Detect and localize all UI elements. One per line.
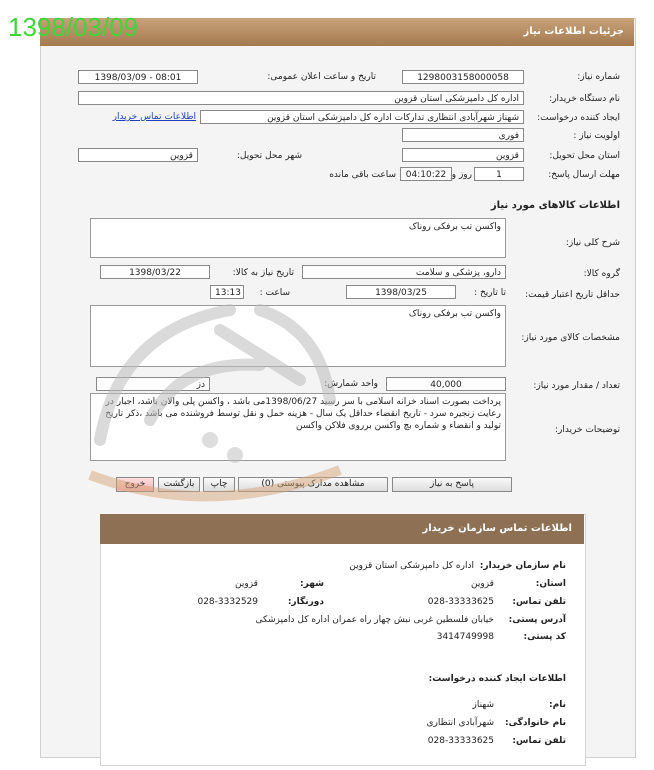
creator-family-label: نام خانوادگی: — [504, 718, 566, 728]
date-stamp: 1398/03/09 — [8, 12, 139, 42]
contact-postal-label: کد پستی: — [523, 632, 566, 642]
delivery-province-field: قزوین — [402, 148, 524, 162]
quantity-label: تعداد / مقدار مورد نیاز: — [533, 381, 620, 391]
contact-card-header — [100, 514, 584, 544]
creator-field: شهناز شهرآبادی انتظاری تدارکات اداره کل دامپزشکی استان قزوین — [200, 110, 524, 124]
deadline-remaining-label: ساعت باقی مانده — [329, 170, 396, 180]
exit-button[interactable]: خروج — [116, 477, 154, 492]
buyer-notes-textarea: پرداخت بصورت اسناد خزانه اسلامی با سر رسید 1398/06/27می باشد ، واکسن پلی والان باشد، اجبار در رعایت زنجیره سرد - تاریخ انقضاء حداقل یک سال - هزینه حمل و نقل توسط فروشنده می باشد ،ذکر تاریخ تولید و انقضاء و شماره بچ واکسن برروی فلاکن واکسن — [90, 393, 506, 461]
goods-group-field: دارو، پزشکی و سلامت — [302, 265, 506, 279]
buyer-notes-label: توضیحات خریدار: — [554, 425, 620, 435]
creator-phone-value: 028-33333625 — [427, 736, 494, 746]
priority-field: فوری — [402, 128, 524, 142]
price-time-label: ساعت : — [259, 288, 290, 298]
unit-field: دز — [96, 377, 210, 391]
buyer-org-label: نام دستگاه خریدار: — [549, 94, 620, 104]
contact-org-value: اداره کل دامپزشکی استان قزوین — [349, 561, 474, 571]
goods-section-title: اطلاعات کالاهای مورد نیاز — [490, 200, 620, 211]
contact-fax-value: 028-3332529 — [197, 597, 258, 607]
general-desc-label: شرح کلی نیاز: — [565, 238, 620, 248]
priority-label: اولویت نیاز : — [573, 131, 620, 141]
general-desc-textarea: واکسن تب برفکی روناک — [90, 218, 506, 258]
need-date-label: تاریخ نیاز به کالا: — [232, 268, 294, 278]
quantity-field: 40,000 — [386, 377, 506, 391]
contact-city-label: شهر: — [300, 579, 324, 589]
buyer-contact-link[interactable]: اطلاعات تماس خریدار — [112, 112, 196, 122]
announce-field: 1398/03/09 - 08:01 — [78, 70, 198, 84]
contact-address-value: خیابان فلسطین غربی نبش چهار راه عمران اداره کل دامپزشکی — [255, 615, 494, 625]
buyer-org-field: اداره کل دامپزشکی استان قزوین — [78, 91, 524, 105]
creator-phone-label: تلفن تماس: — [512, 736, 566, 746]
creator-label: ایجاد کننده درخواست: — [537, 113, 620, 123]
deadline-time-field: 04:10:22 — [400, 167, 452, 181]
specs-label: مشخصات کالای مورد نیاز: — [521, 333, 620, 343]
price-to-date-label: تا تاریخ : — [474, 288, 506, 298]
creator-name-label: نام: — [549, 700, 566, 710]
contact-fax-label: دورنگار: — [287, 597, 324, 607]
contact-org-label: نام سازمان خریدار: — [479, 561, 566, 571]
creator-name-value: شهناز — [472, 700, 494, 710]
contact-card — [100, 514, 586, 766]
reply-button[interactable]: پاسخ به نیاز — [392, 477, 512, 492]
announce-label: تاریخ و ساعت اعلان عمومی: — [267, 72, 376, 82]
deadline-label: مهلت ارسال پاسخ: — [548, 170, 620, 180]
contact-province-label: استان: — [535, 579, 566, 589]
contact-phone-label: تلفن تماس: — [512, 597, 566, 607]
deadline-days-field: 1 — [474, 167, 524, 181]
price-validity-label: حداقل تاریخ اعتبار قیمت: — [525, 290, 620, 300]
delivery-province-label: استان محل تحویل: — [549, 151, 620, 161]
contact-postal-value: 3414749998 — [436, 632, 494, 642]
need-number-label: شماره نیاز: — [577, 72, 620, 82]
unit-label: واحد شمارش: — [324, 379, 378, 389]
print-button[interactable]: چاپ — [203, 477, 235, 492]
contact-city-value: قزوین — [235, 579, 258, 589]
need-number-field: 1298003158000058 — [402, 70, 524, 84]
contact-phone-value: 028-33333625 — [427, 597, 494, 607]
price-validity-date-field: 1398/03/25 — [346, 285, 456, 299]
goods-group-label: گروه کالا: — [583, 269, 620, 279]
creator-family-value: شهرآبادی انتظاری — [426, 718, 494, 728]
price-validity-time-field: 13:13 — [210, 285, 244, 299]
delivery-city-field: قزوین — [78, 148, 198, 162]
back-button[interactable]: بازگشت — [158, 477, 200, 492]
details-title: جزئیات اطلاعات نیاز — [523, 26, 624, 37]
contact-province-value: قزوین — [471, 579, 494, 589]
need-date-field: 1398/03/22 — [100, 265, 210, 279]
specs-textarea: واکسن تب برفکی روناک — [90, 305, 506, 367]
creator-info-title: اطلاعات ایجاد کننده درخواست: — [428, 674, 566, 684]
deadline-days-label: روز و — [451, 170, 472, 180]
view-docs-button[interactable]: مشاهده مدارک پیوستی (0) — [238, 477, 388, 492]
delivery-city-label: شهر محل تحویل: — [236, 151, 302, 161]
contact-address-label: آدرس پستی: — [508, 615, 566, 625]
contact-card-title: اطلاعات تماس سازمان خریدار — [422, 523, 572, 534]
